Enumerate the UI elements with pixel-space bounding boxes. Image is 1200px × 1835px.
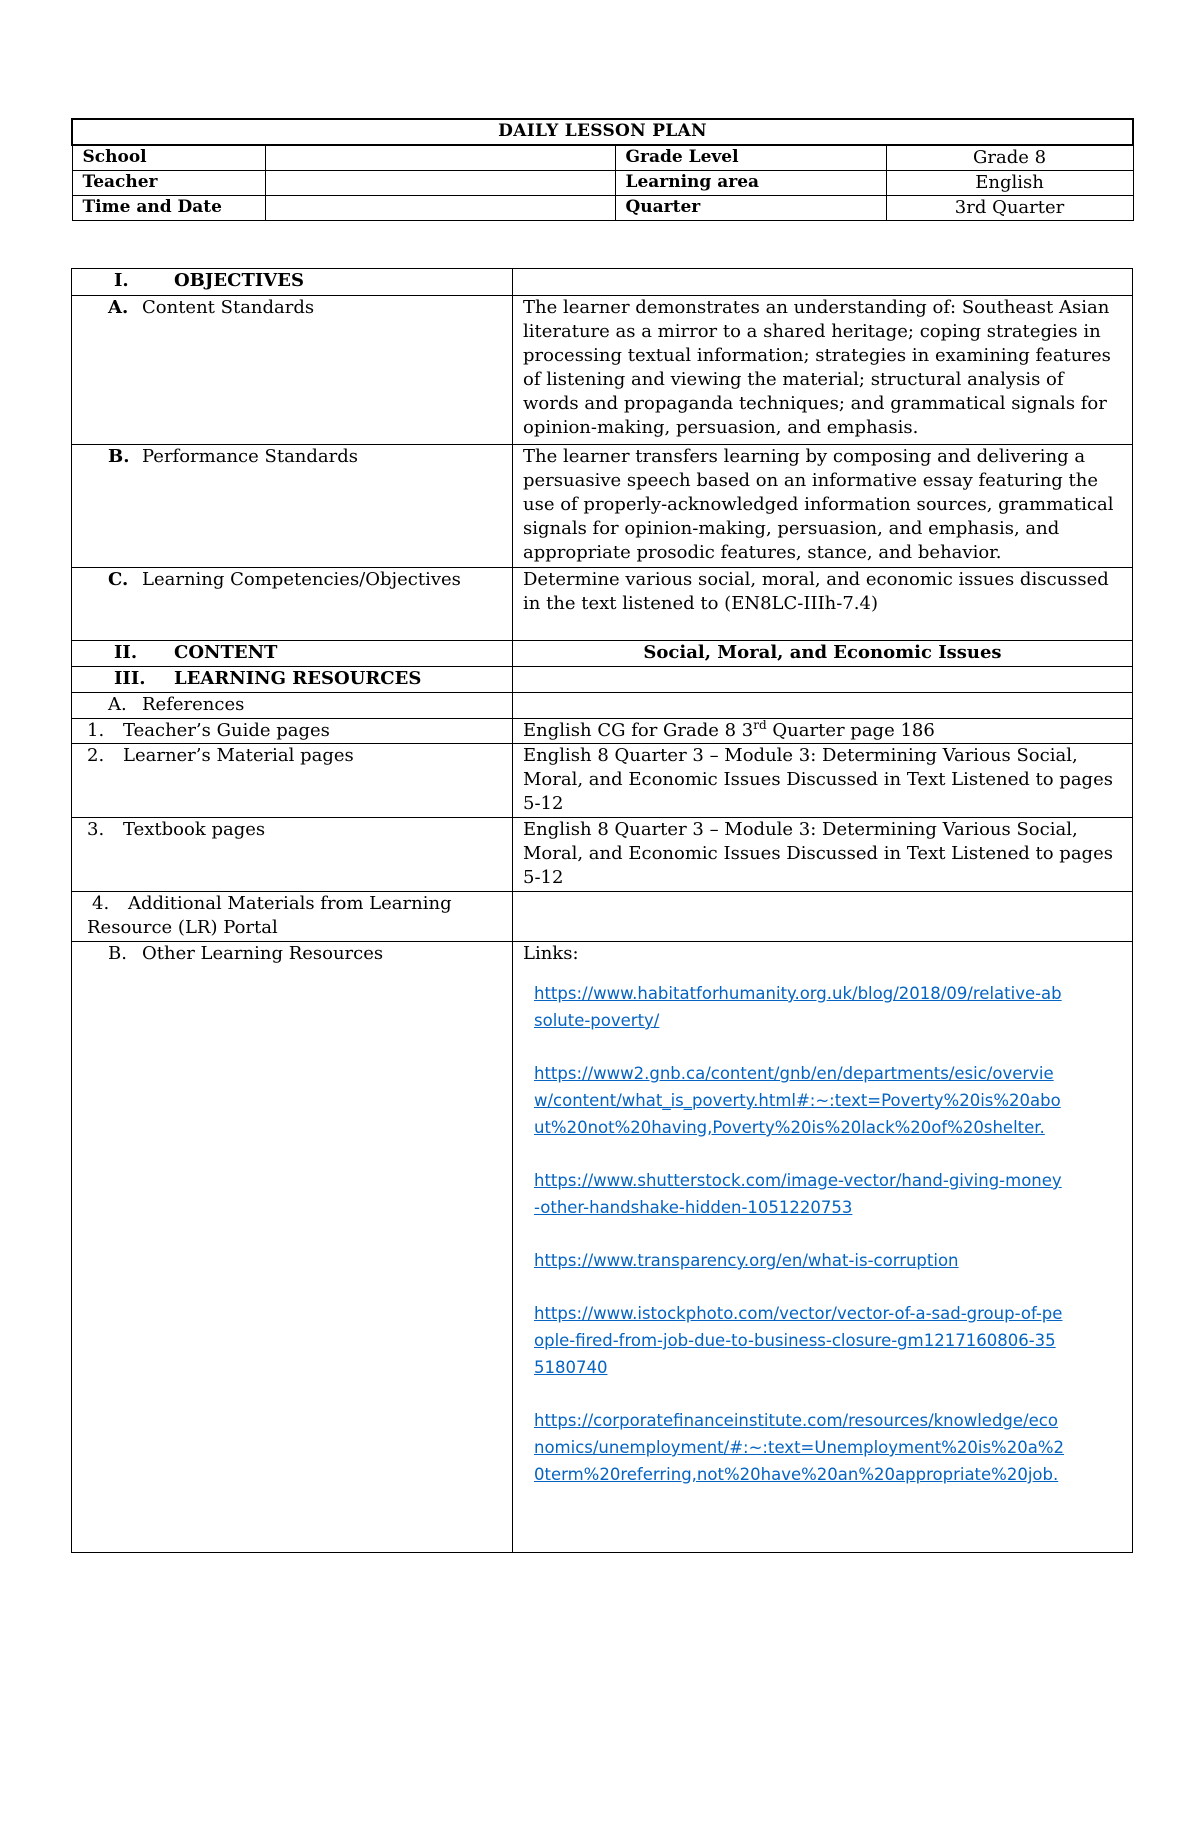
other-resources-row <box>72 942 1133 1553</box>
time-date-label: Time and Date <box>72 196 265 221</box>
objectives-number: I. <box>114 270 129 291</box>
textbook-number: 3. <box>87 819 105 840</box>
content-standards-label: Content Standards <box>142 297 315 318</box>
header-table <box>71 118 1134 221</box>
learning-competencies-row <box>72 568 1133 641</box>
performance-standards-label: Performance Standards <box>142 446 359 467</box>
resource-link[interactable]: https://corporatefinanceinstitute.com/resources/knowledge/economics/unemployment/#:~:text=Unemployment%20is%20a%20term%20referring,not%20have%20an%20appropriate%20job. <box>534 1411 1065 1484</box>
learners-material-number: 2. <box>87 745 105 766</box>
objectives-row <box>72 269 1133 296</box>
school-label: School <box>72 145 265 171</box>
resource-link[interactable]: https://www2.gnb.ca/content/gnb/en/departments/esic/overview/content/what_is_poverty.html#:~:text=Poverty%20is%20about%20not%20having,Poverty%20is%20lack%20of%20shelter. <box>534 1064 1061 1137</box>
content-title: CONTENT <box>174 642 278 663</box>
additional-materials-number: 4. <box>92 893 110 914</box>
school-value <box>265 145 615 171</box>
content-value: Social, Moral, and Economic Issues <box>513 641 1133 667</box>
textbook-text: English 8 Quarter 3 – Module 3: Determining Various Social, Moral, and Economic Issues Discussed in Text Listened to pages 5-12 <box>513 818 1133 892</box>
quarter-label: Quarter <box>615 196 886 221</box>
textbook-label: Textbook pages <box>123 819 266 840</box>
teachers-guide-label: Teacher’s Guide pages <box>123 720 330 741</box>
resource-link[interactable]: https://www.transparency.org/en/what-is-corruption <box>534 1251 959 1270</box>
references-row <box>72 693 1133 719</box>
quarter-value: 3rd Quarter <box>886 196 1133 221</box>
teacher-label: Teacher <box>72 171 265 196</box>
content-row <box>72 641 1133 667</box>
additional-materials-row <box>72 892 1133 942</box>
time-date-value <box>265 196 615 221</box>
additional-materials-label: Additional Materials from Learning Resource (LR) Portal <box>87 893 452 938</box>
resource-link[interactable]: https://www.shutterstock.com/image-vector/hand-giving-money-other-handshake-hidden-1051220753 <box>534 1171 1062 1217</box>
textbook-row <box>72 818 1133 892</box>
page-title: DAILY LESSON PLAN <box>72 119 1133 145</box>
performance-standards-row <box>72 445 1133 568</box>
header-row-time <box>72 196 1133 221</box>
learning-resources-row <box>72 667 1133 693</box>
resource-link[interactable]: https://www.istockphoto.com/vector/vector-of-a-sad-group-of-people-fired-from-job-due-to-business-closure-gm1217160806-355180740 <box>534 1304 1063 1377</box>
content-standards-letter: A. <box>108 297 129 318</box>
grade-level-label: Grade Level <box>615 145 886 171</box>
grade-level-value: Grade 8 <box>886 145 1133 171</box>
learning-competencies-text: Determine various social, moral, and economic issues discussed in the text listened to (EN8LC-IIIh-7.4) <box>513 568 1133 641</box>
learning-area-value: English <box>886 171 1133 196</box>
learning-resources-title: LEARNING RESOURCES <box>174 668 422 689</box>
performance-standards-letter: B. <box>108 446 130 467</box>
teachers-guide-text: English CG for Grade 8 3rd Quarter page 186 <box>513 719 1133 744</box>
learning-competencies-label: Learning Competencies/Objectives <box>142 569 461 590</box>
teacher-value <box>265 171 615 196</box>
lesson-plan-table <box>71 268 1133 1553</box>
content-standards-row <box>72 296 1133 445</box>
other-resources-label: Other Learning Resources <box>142 943 384 964</box>
links-label: Links: <box>523 943 579 964</box>
content-number: II. <box>114 642 138 663</box>
header-row-school <box>72 145 1133 171</box>
learners-material-row <box>72 744 1133 818</box>
resource-link[interactable]: https://www.habitatforhumanity.org.uk/blog/2018/09/relative-absolute-poverty/ <box>534 984 1062 1030</box>
learning-resources-number: III. <box>114 668 146 689</box>
learning-competencies-letter: C. <box>108 569 129 590</box>
header-row-teacher <box>72 171 1133 196</box>
references-letter: A. <box>108 694 127 715</box>
performance-standards-text: The learner transfers learning by composing and delivering a persuasive speech based on an informative essay featuring the use of properly-acknowledged information sources, grammatical signals for opinion-making, persuasion, and emphasis, and appropriate prosodic features, stance, and behavior. <box>513 445 1133 568</box>
content-standards-text: The learner demonstrates an understanding of: Southeast Asian literature as a mirror to a shared heritage; coping strategies in processing textual information; strategies in examining features of listening and viewing the material; structural analysis of words and propaganda techniques; and grammatical signals for opinion-making, persuasion, and emphasis. <box>513 296 1133 445</box>
learners-material-label: Learner’s Material pages <box>123 745 354 766</box>
learning-area-label: Learning area <box>615 171 886 196</box>
other-resources-letter: B. <box>108 943 127 964</box>
learners-material-text: English 8 Quarter 3 – Module 3: Determining Various Social, Moral, and Economic Issues Discussed in Text Listened to pages 5-12 <box>513 744 1133 818</box>
teachers-guide-number: 1. <box>87 720 105 741</box>
teachers-guide-row <box>72 719 1133 744</box>
objectives-title: OBJECTIVES <box>174 270 304 291</box>
references-label: References <box>142 694 245 715</box>
